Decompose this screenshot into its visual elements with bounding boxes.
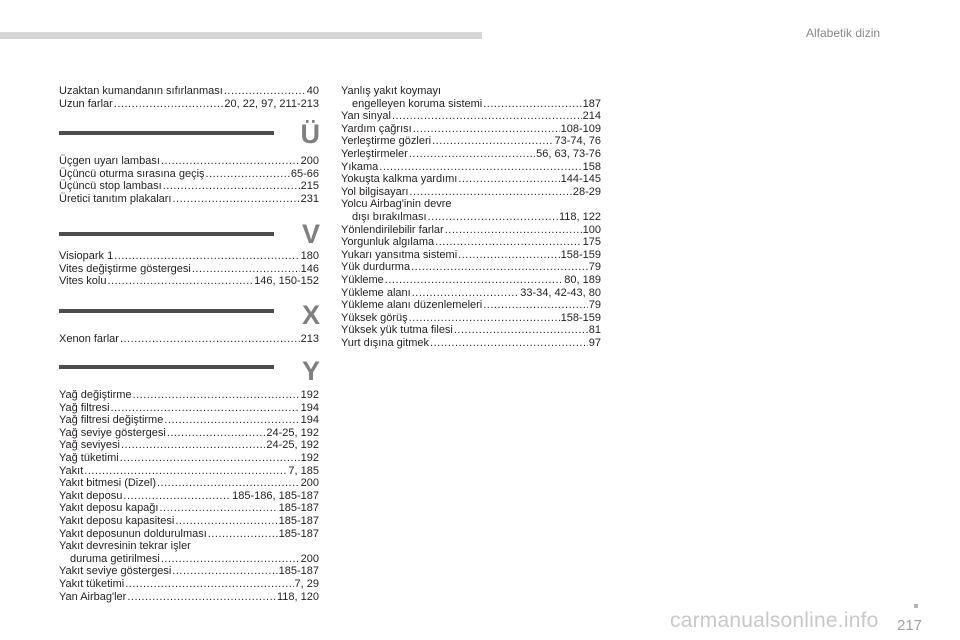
index-entry-label: Yükleme alanı <box>341 286 411 299</box>
index-entry-label: Üçüncü stop lambası <box>59 180 162 193</box>
index-entry-label: Yol bilgisayarı <box>341 185 409 198</box>
index-entry <box>59 578 319 591</box>
index-entry-label: Yerleştirme gözleri <box>341 135 432 148</box>
entries-right <box>341 85 601 349</box>
dot-leader <box>114 98 224 111</box>
dot-leader <box>121 439 265 452</box>
index-entry <box>341 324 601 337</box>
dot-leader <box>392 110 582 123</box>
index-entry-page: 185-187 <box>278 502 319 515</box>
index-entry-label: Yüksek görüş <box>341 311 408 324</box>
index-entry-label: Yakıt devresinin tekrar işler <box>59 540 191 553</box>
page-number: 217 <box>897 617 923 634</box>
index-entry <box>341 312 601 325</box>
dot-leader <box>164 414 299 427</box>
entries-y <box>59 389 319 603</box>
dot-leader <box>159 502 277 515</box>
index-entry <box>59 180 319 193</box>
dot-leader <box>84 465 287 478</box>
index-entry-label: Yakıt deposu <box>59 489 123 502</box>
index-entry-label: Yolcu Airbag'inin devre <box>341 198 452 211</box>
dot-leader <box>125 578 293 591</box>
index-entry <box>341 186 601 199</box>
index-entry-label: Yıkama <box>341 160 379 173</box>
index-entry-label: Yakıt deposu kapasitesi <box>59 514 175 527</box>
index-entry <box>341 173 601 186</box>
index-entry <box>341 274 601 287</box>
section-rule-y <box>59 365 274 369</box>
dot-leader <box>379 161 581 174</box>
index-entry <box>341 123 601 136</box>
index-entry-page: 100 <box>582 223 601 236</box>
index-entry <box>59 439 319 452</box>
dot-leader <box>413 123 560 136</box>
index-entry-page: 79 <box>588 261 601 274</box>
index-entry-page: 192 <box>300 389 319 401</box>
footer-bullet <box>914 604 918 608</box>
index-entry-label: Yağ filtresi değiştirme <box>59 414 164 427</box>
dot-leader <box>175 515 277 528</box>
index-entry-page: 158-159 <box>560 311 601 324</box>
dot-leader <box>412 287 520 300</box>
index-entry-page: 56, 63, 73-76 <box>536 147 601 160</box>
index-entry <box>341 198 601 211</box>
index-entry <box>59 168 319 181</box>
index-entry <box>341 211 601 224</box>
section-letter-x: X <box>301 300 320 330</box>
dot-leader <box>483 98 581 111</box>
dot-leader <box>167 427 266 440</box>
dot-leader <box>208 528 278 541</box>
dot-leader <box>409 148 535 161</box>
dot-leader <box>432 135 553 148</box>
index-entry-label: Yurt dışına gitmek <box>341 336 430 349</box>
index-entry-label: Yakıt deposunun doldurulması <box>59 527 207 540</box>
index-entry-page: 185-187 <box>278 514 319 527</box>
index-entry <box>59 250 319 263</box>
index-entry-page: 33-34, 42-43, 80 <box>520 286 601 299</box>
index-entry-label: duruma getirilmesi <box>70 552 160 565</box>
index-entry <box>59 155 319 168</box>
index-entry-label: Yan sinyal <box>341 110 391 123</box>
index-entry-label: Üçgen uyarı lambası <box>59 155 160 167</box>
index-entry-label: Yokuşta kalkma yardımı <box>341 173 458 186</box>
dot-leader <box>206 168 290 181</box>
index-entry-page: 24-25, 192 <box>266 426 319 439</box>
dot-leader <box>224 85 306 98</box>
index-entry <box>341 135 601 148</box>
index-entry-page: 118, 122 <box>558 210 601 223</box>
watermark: carmanualsonline.info <box>670 609 879 632</box>
dot-leader <box>161 155 300 168</box>
index-entry <box>59 502 319 515</box>
index-entry <box>59 515 319 528</box>
index-entry-page: 81 <box>588 324 601 337</box>
index-entry <box>59 490 319 503</box>
entries-u <box>59 85 319 110</box>
dot-leader <box>483 299 588 312</box>
dot-leader <box>108 275 254 288</box>
index-entry <box>59 389 319 402</box>
index-entry-page: 185-186, 185-187 <box>232 489 319 502</box>
index-entry <box>59 414 319 427</box>
index-entry <box>341 249 601 262</box>
dot-leader <box>120 452 300 465</box>
index-entry <box>59 540 319 553</box>
index-entry-page: 146 <box>300 262 319 275</box>
index-entry <box>341 287 601 300</box>
index-entry-label: Yakıt seviye göstergesi <box>59 565 172 578</box>
index-entry-label: Xenon farlar <box>59 333 119 345</box>
dot-leader <box>163 180 300 193</box>
dot-leader <box>172 193 299 206</box>
index-entry-label: Yerleştirmeler <box>341 147 408 160</box>
index-entry-page: 79 <box>588 299 601 312</box>
index-entry-page: 192 <box>300 451 319 464</box>
index-entry-label: Yardım çağrısı <box>341 122 412 135</box>
index-entry <box>59 565 319 578</box>
index-entry-label: Yük durdurma <box>341 261 411 274</box>
dot-leader <box>111 402 300 415</box>
index-entry <box>341 85 601 98</box>
entries-x <box>59 333 319 346</box>
index-entry <box>59 85 319 98</box>
index-entry-label: Yanlış yakıt koymayı <box>341 85 442 97</box>
index-entry-page: 200 <box>300 552 319 565</box>
index-entry-page: 65-66 <box>290 167 319 180</box>
index-entry <box>341 148 601 161</box>
index-entry-label: Yağ filtresi <box>59 401 110 414</box>
index-entry <box>341 337 601 350</box>
index-entry <box>59 553 319 566</box>
index-entry-label: Yükleme alanı düzenlemeleri <box>341 299 483 312</box>
index-entry <box>59 591 319 604</box>
index-entry-label: Yönlendirilebilir farlar <box>341 223 444 236</box>
index-entry-page: 144-145 <box>560 173 601 186</box>
dot-leader <box>454 324 588 337</box>
index-entry <box>341 236 601 249</box>
index-entry-label: Yağ tüketimi <box>59 451 119 464</box>
dot-leader <box>430 337 588 350</box>
index-entry-label: Yan Airbag'ler <box>59 590 127 603</box>
index-entry-page: 146, 150-152 <box>254 275 319 288</box>
entries-u-umlaut <box>59 155 319 205</box>
dot-leader <box>428 211 558 224</box>
index-entry-label: Uzaktan kumandanın sıfırlanması <box>59 85 223 97</box>
entries-v <box>59 250 319 288</box>
dot-leader <box>411 261 588 274</box>
index-entry-label: Vites kolu <box>59 275 107 288</box>
index-entry <box>59 465 319 478</box>
index-entry-page: 7, 185 <box>288 464 319 477</box>
index-entry-label: Vites değiştirme göstergesi <box>59 262 191 275</box>
dot-leader <box>161 553 300 566</box>
index-entry-label: engelleyen koruma sistemi <box>352 97 483 110</box>
dot-leader <box>458 249 559 262</box>
section-letter-v: V <box>301 219 320 249</box>
section-rule-v <box>59 232 274 236</box>
index-entry-page: 214 <box>582 110 601 123</box>
index-entry-label: Yakıt <box>59 464 84 477</box>
dot-leader <box>120 333 300 346</box>
header-rule <box>0 32 482 39</box>
index-entry-label: Yukarı yansıtma sistemi <box>341 248 458 261</box>
index-entry <box>59 193 319 206</box>
index-entry-label: Yakıt bitmesi (Dizel) <box>59 477 156 490</box>
index-entry <box>341 98 601 111</box>
index-entry-page: 175 <box>582 236 601 249</box>
index-entry-page: 118, 120 <box>276 590 319 603</box>
index-entry <box>59 98 319 111</box>
index-entry <box>341 299 601 312</box>
index-entry-page: 80, 189 <box>564 273 601 286</box>
index-entry-label: Yorgunluk algılama <box>341 236 435 249</box>
index-entry <box>59 333 319 346</box>
index-entry <box>341 161 601 174</box>
index-entry-page: 194 <box>300 401 319 414</box>
index-entry-page: 187 <box>582 97 601 110</box>
index-entry-page: 97 <box>588 336 601 349</box>
index-entry-label: Yakıt deposu kapağı <box>59 502 159 515</box>
page-header-title: Alfabetik dizin <box>806 26 881 40</box>
dot-leader <box>445 224 582 237</box>
index-entry <box>59 452 319 465</box>
index-entry-page: 7, 29 <box>294 577 319 590</box>
index-entry-page: 24-25, 192 <box>266 439 319 452</box>
index-entry <box>59 477 319 490</box>
dot-leader <box>133 389 300 402</box>
index-entry <box>341 261 601 274</box>
index-entry-page: 215 <box>300 180 319 193</box>
dot-leader <box>458 173 559 186</box>
index-entry-label: dışı bırakılması <box>352 210 427 223</box>
index-entry <box>59 402 319 415</box>
index-entry-page: 194 <box>300 414 319 427</box>
dot-leader <box>114 250 299 263</box>
section-letter-y: Y <box>301 356 320 386</box>
index-entry-page: 28-29 <box>572 185 601 198</box>
index-entry-page: 185-187 <box>278 565 319 578</box>
index-entry-page: 200 <box>300 477 319 490</box>
dot-leader <box>192 263 300 276</box>
dot-leader <box>385 274 564 287</box>
index-entry <box>341 224 601 237</box>
section-rule-u-umlaut <box>59 131 274 135</box>
index-entry <box>59 275 319 288</box>
index-entry-page: 185-187 <box>278 527 319 540</box>
section-rule-x <box>59 309 274 313</box>
index-entry <box>59 427 319 440</box>
index-entry <box>59 263 319 276</box>
index-entry-page: 20, 22, 97, 211-213 <box>224 97 319 110</box>
index-entry <box>341 110 601 123</box>
section-letter-u-umlaut: Ü <box>300 119 320 149</box>
index-entry-page: 108-109 <box>560 122 601 135</box>
index-entry-label: Yükleme <box>341 273 384 286</box>
index-entry-page: 213 <box>300 333 319 345</box>
dot-leader <box>127 591 276 604</box>
dot-leader <box>409 186 571 199</box>
index-entry-page: 40 <box>306 85 319 97</box>
dot-leader <box>157 477 300 490</box>
index-entry-label: Yakıt tüketimi <box>59 577 125 590</box>
index-entry-page: 180 <box>300 250 319 262</box>
index-entry-page: 231 <box>300 192 319 205</box>
index-entry-page: 158 <box>582 160 601 173</box>
dot-leader <box>123 490 231 503</box>
index-entry-label: Yağ seviye göstergesi <box>59 426 166 439</box>
index-entry-label: Yağ değiştirme <box>59 389 132 401</box>
index-entry-label: Yüksek yük tutma filesi <box>341 324 453 337</box>
index-entry <box>59 528 319 541</box>
index-entry-page: 200 <box>300 155 319 167</box>
dot-leader <box>172 565 277 578</box>
index-entry-page: 73-74, 76 <box>554 135 601 148</box>
index-entry-page: 158-159 <box>560 248 601 261</box>
dot-leader <box>409 312 560 325</box>
index-entry-label: Üçüncü oturma sırasına geçiş <box>59 167 205 180</box>
index-entry-label: Uzun farlar <box>59 97 113 110</box>
dot-leader <box>435 236 581 249</box>
index-entry-label: Visiopark 1 <box>59 250 114 262</box>
index-entry-label: Üretici tanıtım plakaları <box>59 192 172 205</box>
index-entry-label: Yağ seviyesi <box>59 439 120 452</box>
